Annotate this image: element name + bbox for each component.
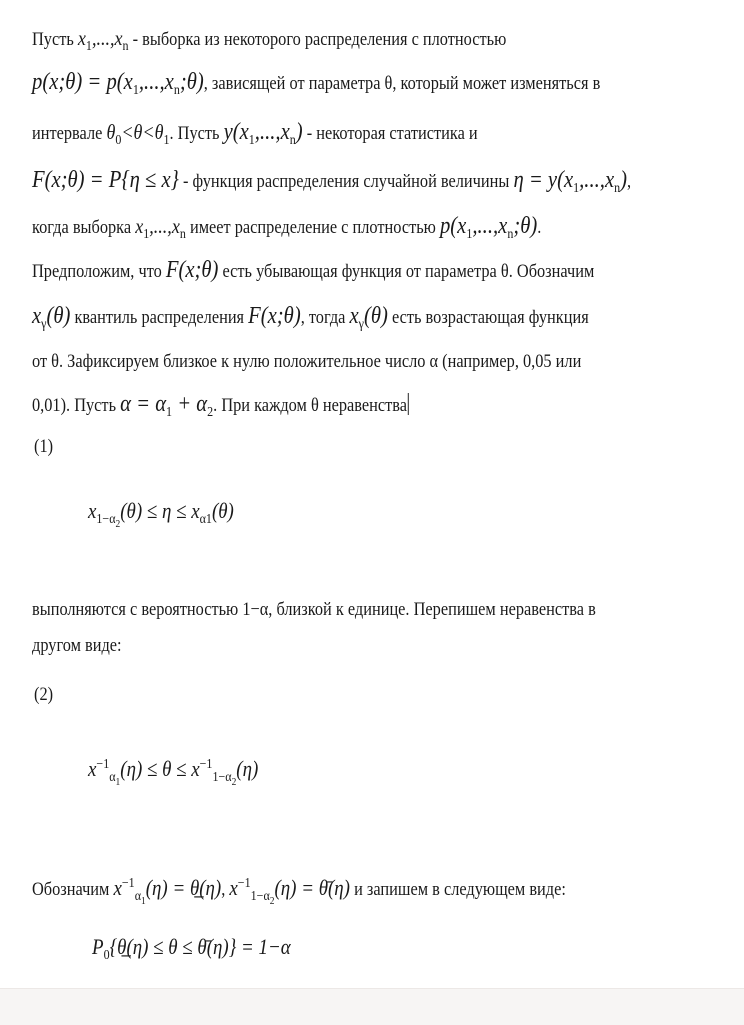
text: есть возрастающая функция xyxy=(387,307,589,328)
text: . xyxy=(537,217,542,238)
footer-strip xyxy=(0,988,744,1025)
text: , xyxy=(627,171,632,192)
text: другом виде: xyxy=(32,635,122,656)
text-line-2 xyxy=(32,70,600,103)
equation-number-1: (1) xyxy=(34,436,54,457)
text: Обозначим xyxy=(32,879,110,900)
equation-1: $x_{1-\alpha 2}(\theta) \le \eta \le x_{\alpha 1}(\theta)$ xyxy=(88,498,234,530)
text: - некоторая статистика и xyxy=(302,123,478,144)
text: выполняются с вероятностью 1−α, близкой к единице. Перепишем неравенства в xyxy=(32,599,596,620)
text: , зависящей от параметра θ, который может изменяться в xyxy=(203,73,601,94)
math-statistic: $y(x_1,...,x_n)$ xyxy=(223,119,303,148)
text: . При каждом θ неравенства xyxy=(213,395,408,416)
math-interval: $\theta_0<\theta<\theta_1$ xyxy=(106,120,170,148)
text: Предположим, что xyxy=(32,261,162,282)
text: от θ. Зафиксируем близкое к нулю положительное число α (например, 0,05 или xyxy=(32,351,582,372)
text: имеет распределение с плотностью xyxy=(185,217,436,238)
equation-number-2: (2) xyxy=(34,684,54,705)
text-line-1 xyxy=(32,26,506,59)
text: Пусть xyxy=(32,29,74,50)
math-cdf-3: F(x;θ) xyxy=(248,303,301,329)
equation-2: $x^{-1}_{\alpha 1}(\eta) \le \theta \le x^{-1}_{1-\alpha 2}(\eta)$ xyxy=(88,756,259,788)
text: , xyxy=(221,879,226,900)
text: - выборка из некоторого распределения с плотностью xyxy=(128,29,507,50)
math-eta: $\eta = y(x_1,...,x_n)$ xyxy=(513,167,628,196)
text-line-9 xyxy=(32,392,409,425)
text-line-7 xyxy=(32,304,589,337)
math-cdf-2: F(x;θ) xyxy=(165,257,219,283)
text: - функция распределения случайной величины xyxy=(178,171,510,192)
math-quantile-2: $x_\gamma(\theta)$ xyxy=(349,303,388,332)
text-line-4 xyxy=(32,168,631,201)
math-sample: $x_1,...,x_n$ xyxy=(135,214,186,242)
math-density-2: $p(x_1,...,x_n;\theta)$ xyxy=(439,213,538,242)
text-line-5 xyxy=(32,214,541,247)
text-line-12 xyxy=(32,872,566,913)
text-cursor xyxy=(408,393,409,415)
math-upper-bound: $x^{-1}_{1-\alpha 2}(\eta)$ = θ̄(η) xyxy=(229,875,350,907)
text: 0,01). Пусть xyxy=(32,395,117,416)
text-line-10 xyxy=(32,598,596,622)
math-quantile: $x_\gamma(\theta)$ xyxy=(32,303,71,332)
text-line-3 xyxy=(32,120,478,153)
text: есть убывающая функция от параметра θ. Обозначим xyxy=(218,261,595,282)
math-sample: $x_1,...,x_n$ xyxy=(77,26,129,54)
text: квантиль распределения xyxy=(70,307,245,328)
text-line-8 xyxy=(32,350,581,374)
math-lower-bound: $x^{-1}_{\alpha 1}(\eta)$ = θ̲(η) xyxy=(113,875,222,907)
text: , тогда xyxy=(300,307,346,328)
text: . Пусть xyxy=(169,123,220,144)
text-line-6 xyxy=(32,258,594,284)
text: и запишем в следующем виде: xyxy=(349,879,566,900)
math-density: p(x;θ) = $p(x_1,...,x_n;\theta)$ xyxy=(32,69,204,98)
text: когда выборка xyxy=(32,217,132,238)
math-alpha-sum: $\alpha = \alpha_1 + \alpha_2$ xyxy=(120,391,214,420)
text: интервале xyxy=(32,123,103,144)
text-line-11 xyxy=(32,634,122,658)
equation-3: $P_0\{\theta̲(\eta) \le \theta$ ≤ θ̄(η)} = 1−α xyxy=(92,934,291,963)
math-cdf: F(x;θ) = P{η ≤ x} xyxy=(32,167,179,193)
